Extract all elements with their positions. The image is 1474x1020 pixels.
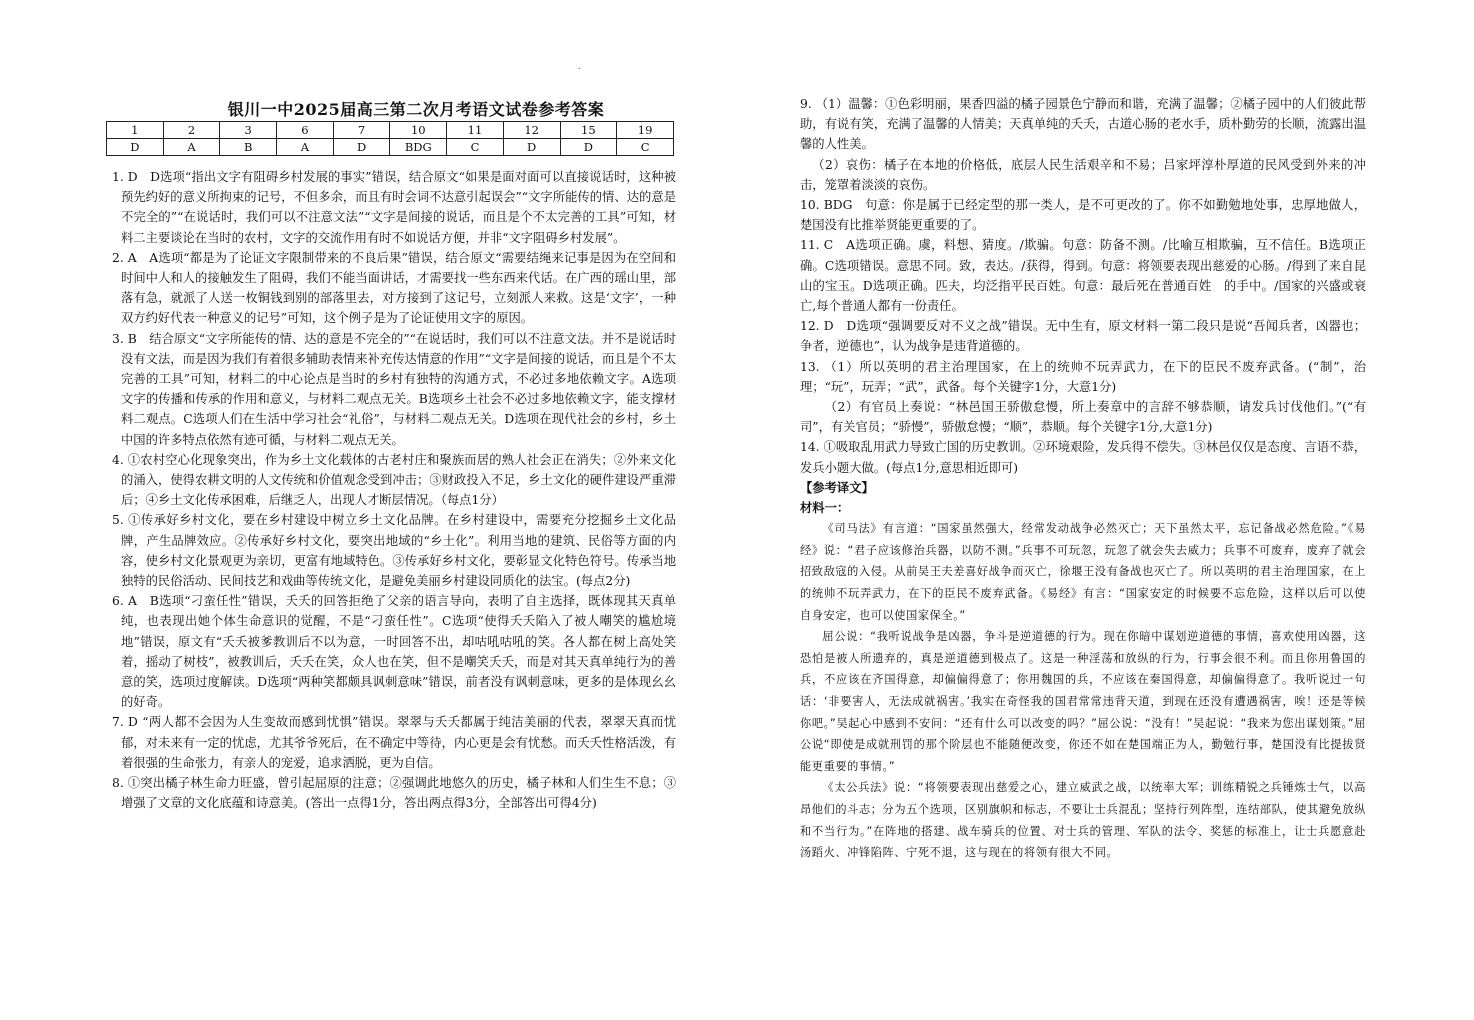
answer-cell: BDG bbox=[390, 139, 447, 156]
question-number: 6 bbox=[277, 122, 334, 139]
answer-item: 3. B 结合原文“文字所能传的情、达的意是不完全的”“在说话时，我们可以不注意文法。并不是说话时没有文法，而是因为我们有着很多辅助表情来补充传达情意的作用”“文字是间接的说话，而且是个不太完善的工具”可知，材料二的中心论点是当时的乡村有独特的沟通方式，不必过多地依赖文字。A选项文字的传播和传承的作用和意义，与材料二观点无关。B选项乡土社会不必过多地依赖文字，能支撑材料二观点。C选项人们在生活中学习社会“礼俗”，与材料二观点无关。D选项在现代社会的乡村，乡土中国的许多特点依然有迹可循，与材料二观点无关。 bbox=[112, 331, 676, 447]
answer-item: （2）有官员上奏说：“林邑国王骄傲怠慢，所上奏章中的言辞不够恭顺，请发兵讨伐他们。”(“有司”，有关官员；“骄慢”，骄傲怠慢；“顺”，恭顺。每个关键字1分,大意1分) bbox=[800, 400, 1366, 435]
answer-cell: C bbox=[447, 139, 504, 156]
answer-item: 11. C A选项正确。虞，料想、猜度。/欺骗。句意：防备不测。/比喻互相欺骗，互不信任。B选项正确。C选项错误。意思不同。致，表达。/获得，得到。句意：将领要表现出慈爱的心肠。/得到了来自昆山的宝玉。D选项正确。匹夫，均泛指平民百姓。句意：最后死在普通百姓 的手中。/国家的兴盛或衰亡,每个普通人都有一份责任。 bbox=[800, 238, 1366, 314]
answer-cell: A bbox=[163, 139, 220, 156]
answer-item: 13. （1）所以英明的君主治理国家，在上的统帅不玩弄武力，在下的臣民不废弃武备。(“制”，治理；“玩”，玩弄；“武”，武备。每个关键字1分，大意1分) bbox=[800, 359, 1366, 394]
question-number: 10 bbox=[390, 122, 447, 139]
answer-cell: D bbox=[560, 139, 617, 156]
translation-subheading: 材料一： bbox=[800, 500, 850, 516]
translation-paragraph: 屈公说：“我听说战争是凶器，争斗是逆道德的行为。现在你暗中谋划逆道德的事情，喜欢使用凶器，这恐怕是被人所遗弃的，真是逆道德到极点了。这是一种淫荡和放纵的行为，行事会很不利。而且你用鲁国的兵，不应该在齐国得意，却偏偏得意了；你用魏国的兵，不应该在秦国得意，却偏偏得意了。我听说过一句话：‘非要害人，无法成就祸害。’我实在奇怪我的国君常常违背天道，到现在还没有遭遇祸害，唉！还是等候你吧。”吴起心中感到不安问：“还有什么可以改变的吗？”屈公说：“没有！”吴起说：“我来为您出谋划策。”屈公说“即使是成就刑罚的那个阶层也不能随便改变，你还不如在楚国端正为人，勤勉行事，楚国没有比提拔贤能更重要的事情。” bbox=[800, 630, 1366, 773]
page-title: 银川一中2025届高三第二次月考语文试卷参考答案 bbox=[227, 100, 605, 119]
left-answers bbox=[112, 167, 676, 814]
answer-item: 6. A B选项“刁蛮任性”错误，夭夭的回答拒绝了父亲的语言导向，表明了自主选择，既体现其天真单纯，也表现出她个体生命意识的觉醒，不是“刁蛮任性”。C选项“使得夭夭陷入了被人嘲笑的尴尬境地”错误，原文有“夭夭被爹教训后不以为意，一时回答不出，却咕吼咕吼的笑。各人都在树上高处笑着，摇动了树枝”，被教训后，夭夭在笑，众人也在笑，但不是嘲笑夭夭，而是对其天真单纯行为的善意的笑，选项过度解读。D选项“两种笑都颇具讽刺意味”错误，前者没有讽刺意味，更多的是体现幺幺的好奇。 bbox=[112, 594, 676, 710]
answer-table bbox=[106, 121, 674, 156]
answer-item: 2. A A选项“都是为了论证文字限制带来的不良后果”错误，结合原文“需要结绳来记事是因为在空间和时间中人和人的接触发生了阻碍，我们不能当面讲话，才需要找一些东西来代话。在广西的瑶山里，部落有急，就派了人送一枚铜钱到别的部落里去，对方接到了这记号，立刻派人来救。这是‘文字’，一种双方约好代表一种意义的记号”可知，这个例子是为了论证使用文字的原因。 bbox=[112, 250, 676, 326]
translation-body bbox=[800, 518, 1366, 864]
answer-cell: D bbox=[107, 139, 164, 156]
answer-item: 5. ①传承好乡村文化，要在乡村建设中树立乡土文化品牌。在乡村建设中，需要充分挖掘乡土文化品牌，产生品牌效应。②传承好乡村文化，要突出地域的“乡土化”。利用当地的建筑、民俗等方面的内容，使乡村文化景观更为亲切，更富有地域特色。③传承好乡村文化，要彰显文化特色符号。传承当地独特的民俗活动、民间技艺和戏曲等传统文化，是避免美丽乡村建设同质化的法宝。(每点2分) bbox=[112, 513, 676, 589]
header-mark: . bbox=[578, 62, 581, 71]
question-number: 7 bbox=[333, 122, 390, 139]
answer-cell: A bbox=[277, 139, 334, 156]
question-number: 12 bbox=[503, 122, 560, 139]
translation-paragraph: 《太公兵法》说：“将领要表现出慈爱之心，建立威武之战，以统率大军；训练精锐之兵锤炼士气，以高昂他们的斗志；分为五个选项，区别旗帜和标志，不要让士兵混乱；坚持行列阵型，连结部队，使其避免放纵和不当行为。”在阵地的搭建、战车骑兵的位置、对士兵的管理、军队的法令、奖惩的标准上，让士兵愿意赴汤蹈火、冲锋陷阵、宁死不退，这与现在的将领有很大不同。 bbox=[800, 781, 1366, 860]
answer-item: 8. ①突出橘子林生命力旺盛，曾引起屈原的注意；②强调此地悠久的历史，橘子林和人们生生不息；③增强了文章的文化底蕴和诗意美。(答出一点得1分，答出两点得3分，全部答出可得4分) bbox=[112, 776, 676, 811]
answer-item: 12. D D选项“强调要反对不义之战”错误。无中生有，原文材料一第二段只是说“吾闻兵者，凶器也；争者，逆德也”，认为战争是违背道德的。 bbox=[800, 319, 1366, 354]
answer-cell: D bbox=[503, 139, 560, 156]
question-number: 15 bbox=[560, 122, 617, 139]
answer-item: 7. D “两人都不会因为人生变故而感到忧惧”错误。翠翠与夭夭都属于纯洁美丽的代表，翠翠天真而忧郁，对未来有一定的忧虑，尤其爷爷死后，在不确定中等待，内心更是会有忧愁。而夭夭性格活泼，有着很强的生命张力，有亲人的宠爱，追求洒脱，更为自信。 bbox=[112, 715, 676, 770]
answer-table-answers-row bbox=[107, 139, 674, 156]
answer-item: 14. ①吸取乱用武力导致亡国的历史教训。②环境艰险，发兵得不偿失。③林邑仅仅是态度、言语不恭，发兵小题大做。(每点1分,意思相近即可) bbox=[800, 440, 1366, 475]
question-number: 11 bbox=[447, 122, 504, 139]
answer-cell: D bbox=[333, 139, 390, 156]
answer-item: 10. BDG 句意：你是属于已经定型的那一类人，是不可更改的了。你不如勤勉地处事，忠厚地做人，楚国没有比推举贤能更重要的了。 bbox=[800, 198, 1366, 233]
question-number: 3 bbox=[220, 122, 277, 139]
question-number: 1 bbox=[107, 122, 164, 139]
translation-heading: 【参考译文】 bbox=[800, 479, 874, 495]
answer-table-numbers-row bbox=[107, 122, 674, 139]
answer-item: 9. （1）温馨：①色彩明丽，果香四溢的橘子园景色宁静而和谐，充满了温馨；②橘子园中的人们彼此帮助，有说有笑，充满了温馨的人情美；天真单纯的夭夭，古道心肠的老水手，质朴勤劳的长顺，流露出温馨的人性美。 bbox=[800, 97, 1366, 152]
right-answers bbox=[800, 94, 1366, 864]
question-number: 2 bbox=[163, 122, 220, 139]
answer-item: 1. D D选项“指出文字有阻碍乡村发展的事实”错误，结合原文“如果是面对面可以直接说话时，这种被预先约好的意义所拘束的记号，不但多余，而且有时会词不达意引起误会”“文字所能传的情、达的意是不完全的”“在说话时，我们可以不注意文法”“文字是间接的说话，而且是个不太完善的工具”可知，材料二主要谈论在当时的农村，文字的交流作用有时不如说话方便，并非“文字阻碍乡村发展”。 bbox=[112, 170, 676, 245]
translation-paragraph: 《司马法》有言道：“国家虽然强大，经常发动战争必然灭亡；天下虽然太平，忘记备战必然危险。”《易经》说：“君子应该修治兵器，以防不测。”兵事不可玩忽，玩忽了就会失去威力；兵事不可废弃，废弃了就会招致敌寇的入侵。从前吴王夫差喜好战争而灭亡，徐堰王没有备战也灭亡了。所以英明的君主治理国家，在上的统帅不玩弄武力，在下的臣民不废弃武备。《易经》有言：“国家安定的时候要不忘危险，这样以后可以使自身安定，也可以使国家保全。” bbox=[800, 522, 1366, 622]
answer-item: （2）哀伤：橘子在本地的价格低，底层人民生活艰辛和不易；吕家坪淳朴厚道的民风受到外来的冲击，笼罩着淡淡的哀伤。 bbox=[800, 157, 1366, 192]
answer-item: 4. ①农村空心化现象突出，作为乡土文化载体的古老村庄和聚族而居的熟人社会正在消失；②外来文化的涌入，使得农耕文明的人文传统和价值观念受到冲击；③财政投入不足，乡土文化的硬件建设严重滞后；④乡土文化传承困难，后继乏人，出现人才断层情况。（每点1分） bbox=[112, 452, 676, 508]
answer-cell: B bbox=[220, 139, 277, 156]
answer-cell: C bbox=[617, 139, 674, 156]
question-number: 19 bbox=[617, 122, 674, 139]
